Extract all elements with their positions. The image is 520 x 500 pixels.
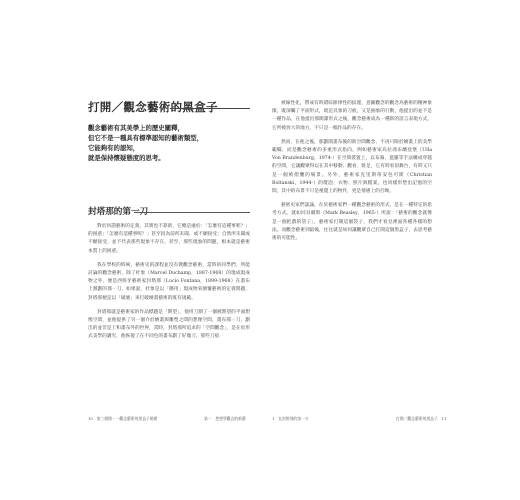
- section-heading: 封塔那的第一刀: [88, 207, 149, 217]
- intro-line: 就是保持懷疑態度的思考。: [88, 154, 165, 162]
- page-footer-running-head: 第一 想想學觀念的新藝: [204, 416, 246, 421]
- right-body-text: [272, 100, 432, 249]
- intro-line: 但它不是一種具有標準認知的藝術類型，: [88, 134, 204, 142]
- paragraph: 對於何謂藝術的定義，其實也不算新，它總是處於：「怎麼有這種事呢？」的困惑；「怎麼有這種事呢？」甚至因為前所未聞，或不願接受；自然所未聞或不願接受，並不代表那些現象不存在，甚至，那些現象的問題，根本就是藝術本質上的困惑。: [88, 224, 250, 254]
- page-footer-running-head: 1 在封塔那的第一刀: [272, 416, 309, 421]
- page-footer-right: 打開／觀念藝術的黑盒子 11: [396, 416, 447, 421]
- intro-block: [88, 123, 238, 163]
- page-footer-left: 10 第三個開・一觀念藝術的黑盒子揭開: [88, 416, 158, 421]
- section-divider: [134, 212, 250, 213]
- paragraph: 然而，在他之後，那劃開畫布後的新空間觀念，不再只限於繪畫上的美學範疇，而是觀念藝術的多重形式指向，例如藝術家烏拉馮布蘭登堡（Ulla Von Brandenburg，1974-）在空間裝置上，以布幕、遮簾等手法構成穿越的空間，它讓觀眾得以在其中移動、觀看、駐足，它有時看似舞台，有時又只是一個被摺疊的場景。另外，藝術家克里斯蒂安包可斯（Christian Boltanski，1944-）的燈泡、衣物、照片與檔案，也同樣形塑出記憶的空間，其中的布景不只是視覺上的物件，更是情感上的召喚。: [272, 139, 432, 195]
- title-divider: [170, 108, 250, 109]
- page-title: 打開／觀念藝術的黑盒子: [88, 100, 218, 114]
- left-body-text: [88, 223, 250, 348]
- paragraph: 封塔那就是藝術家的作品標題是「期望」，他用刀割了一個被期望的平面想像空間，並他提供了另一個介於繪畫與雕塑之間的想像空間，畫布那一刀，劃出的並非是上和畫布外的世界，當時，封塔那所追求的「空間觀念」，是在於形式美學的講究，他恢復了在不同色的畫布劃了好幾刀，那些刀痕: [88, 309, 250, 340]
- paragraph: 被線性化，帶成有時錯綜節律性的紋理，意圖觀念的觀念為藝術的精神象徵，既深觸了平面形式，既是具象的刀痕，又是抽象的行動，他提出的並不是一種作品，在他提出那簡潔形式之後，觀念藝術成為一種新的語言表現方式，它所被放大的地方，不只是一幅作品的存在。: [272, 101, 432, 131]
- intro-line: 它能夠有的認知，: [88, 144, 140, 152]
- paragraph: 藝術史家們談論，在於藝術家們一種觀念藝術的形式，是在一種特定的思考方式。就如同貝爾斯（Mark Beasley，1965-）所說：「藝術的觀念就像是一個把戲的袋子」，藝術家打開這個袋子，我們才看見裡面各種各樣的想法。而觀念藝術到最後，往往就是如何讓觀眾自己打開這個黑盒子，去思考藝術的可能性。: [272, 203, 432, 242]
- paragraph: 我在學校的時候，藝術史的課程並沒有教觀念藝術，當時的同學們，所能討論的觀念藝術，除了杜象（Marcel Duchamp，1887-1968）的現成現成物之外，便是西班牙藝術家封塔那（Lucio Fontana，1899-1968）在畫布上割劃的那一刀，如果說，杜象是以「挪用」現成物來顛覆藝術的定義問題，封塔那便是以「破壞」來打破繪畫藝術的既有規範。: [88, 262, 250, 301]
- intro-line: 觀念藝術有其美學上的歷史闡釋，: [88, 124, 184, 132]
